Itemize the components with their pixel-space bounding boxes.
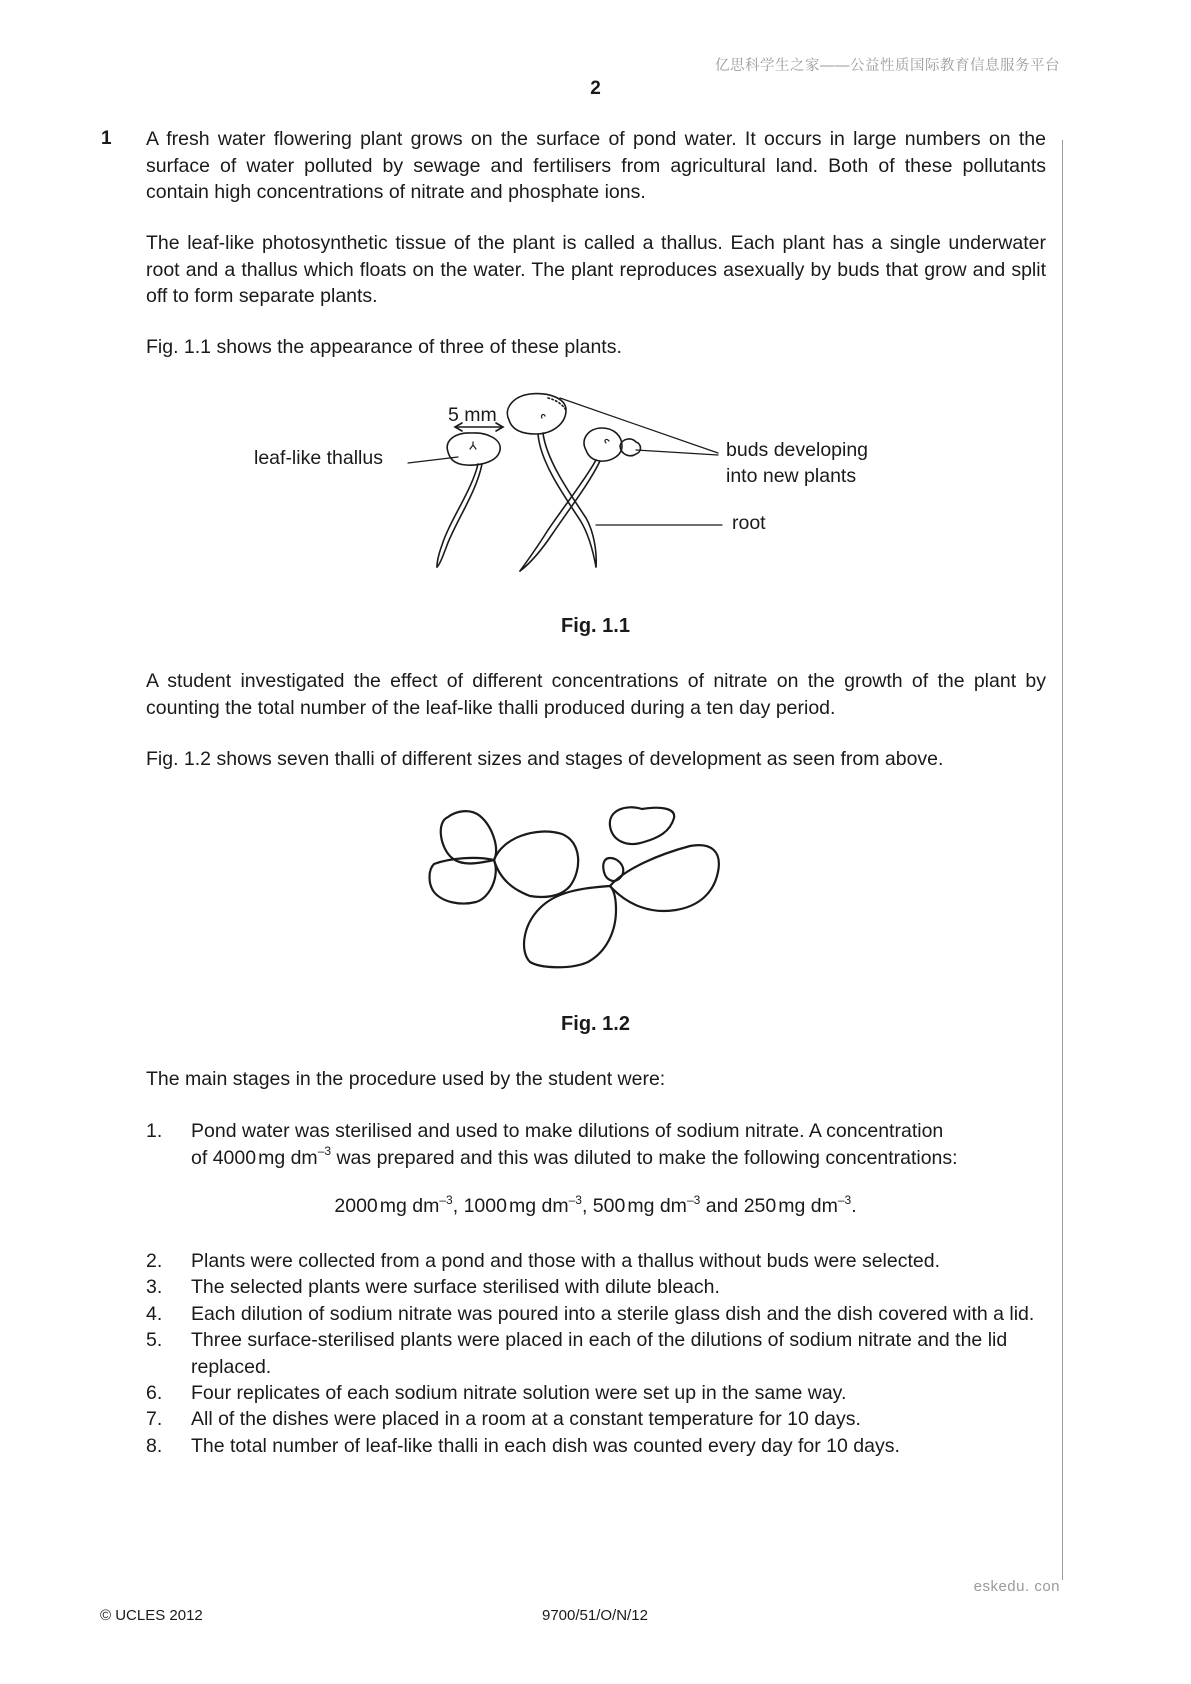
step-number: 2.: [146, 1250, 163, 1272]
procedure-step-6: [146, 1380, 1091, 1406]
fig2-intro: Fig. 1.2 shows seven thalli of different sizes and stages of development as seen from above.: [146, 748, 944, 770]
conc-1000: 1000 mg $dm^{-3}$,: [463, 1192, 588, 1217]
thallus-shape-1: [441, 811, 496, 863]
step-number: 3.: [146, 1276, 163, 1299]
bud: [620, 439, 641, 456]
step1-line2: of 4000 mg $dm^{-3}$ was prepared and this was diluted to make the following concentrations:: [191, 1144, 958, 1169]
step-number: 6.: [146, 1382, 163, 1405]
step-text: The total number of leaf-like thalli in each dish was counted every day for 10 days.: [191, 1434, 900, 1457]
conc-500: 500 mg $dm^{-3}$ and: [592, 1192, 739, 1217]
conc-2000: 2000 mg $dm^{-3}$,: [334, 1192, 459, 1217]
procedure-step-5: [146, 1327, 1091, 1380]
step-text: All of the dishes were placed in a room at a constant temperature for 10 days.: [191, 1408, 861, 1431]
step-number: 1.: [146, 1120, 163, 1142]
procedure-step-8: [146, 1433, 1091, 1459]
step-number: 7.: [146, 1408, 163, 1431]
buds-label-line1: buds developing: [726, 439, 869, 461]
thallus-shape-2: [494, 832, 578, 897]
concentration-list: [0, 1192, 1191, 1218]
step-number: 4.: [146, 1302, 163, 1325]
step-text: Each dilution of sodium nitrate was poured into a sterile glass dish and the dish covered with a lid.: [191, 1302, 1035, 1325]
footer-copyright: © UCLES 2012: [100, 1607, 203, 1624]
thallus-paragraph: The leaf-like photosynthetic tissue of the plant is called a thallus. Each plant has a single underwater root and a thallus which floats on the water. The plant reproduces asexually by buds that grow and split off to form separate plants.: [146, 232, 1046, 307]
thallus-shape-7: [524, 886, 616, 967]
scale-label: 5 mm: [448, 404, 497, 426]
procedure-step-4: [146, 1301, 1091, 1327]
fig1-caption: Fig. 1.1: [561, 615, 630, 637]
step-number: 8.: [146, 1434, 163, 1457]
thallus-shape-3: [430, 858, 496, 904]
fig2-caption: Fig. 1.2: [561, 1013, 630, 1035]
procedure-step-3: [146, 1274, 1091, 1300]
thallus-shape-4: [610, 807, 674, 844]
step-text: The selected plants were surface sterilised with dilute bleach.: [191, 1276, 720, 1299]
bud-label-line-2: [636, 450, 718, 455]
fig1-plants-diagram: [0, 380, 1191, 580]
procedure-step-1: [146, 1118, 1046, 1171]
middle-thallus: [507, 394, 566, 434]
step1-line1: Pond water was sterilised and used to make dilutions of sodium nitrate. A concentration: [191, 1120, 944, 1142]
step-text: Plants were collected from a pond and those with a thallus without buds were selected.: [191, 1250, 941, 1272]
root-label: root: [732, 512, 766, 534]
fig1-intro: Fig. 1.1 shows the appearance of three of these plants.: [146, 336, 622, 358]
footer-paper-code: 9700/51/O/N/12: [542, 1607, 648, 1624]
step-number: 5.: [146, 1329, 163, 1352]
step-text: Three surface-sterilised plants were placed in each of the dilutions of sodium nitrate and the lid replaced.: [191, 1329, 1008, 1378]
left-thallus: [447, 433, 500, 465]
buds-label-line2: into new plants: [726, 465, 857, 487]
left-root: [437, 464, 478, 567]
question-number: 1: [101, 128, 112, 149]
investigation-paragraph: A student investigated the effect of different concentrations of nitrate on the growth of the plant by counting the total number of the leaf-like thalli produced during a ten day period.: [146, 670, 1046, 719]
thallus-label-line: [408, 457, 458, 463]
procedure-step-7: [146, 1406, 1091, 1432]
thallus-label: leaf-like thallus: [254, 447, 383, 469]
page-number: 2: [590, 78, 601, 99]
conc-250: 250 mg $dm^{-3}$.: [743, 1192, 857, 1217]
intro-paragraph: A fresh water flowering plant grows on the surface of pond water. It occurs in large numbers on the surface of water polluted by sewage and fertilisers from agricultural land. Both of these pollutants contain high concentrations of nitrate and phosphate ions.: [146, 128, 1046, 203]
procedure-steps: [146, 1248, 1091, 1459]
procedure-step-2: [146, 1248, 1091, 1274]
footer-site-text: eskedu. con: [973, 1578, 1060, 1595]
fig2-thalli-diagram: [0, 795, 1191, 985]
step-text: Four replicates of each sodium nitrate solution were set up in the same way.: [191, 1382, 847, 1405]
right-thallus: [584, 428, 622, 461]
procedure-intro: The main stages in the procedure used by the student were:: [146, 1068, 666, 1090]
watermark-text: 亿思科学生之家——公益性质国际教育信息服务平台: [715, 58, 1060, 74]
thallus-shape-6: [610, 845, 719, 911]
